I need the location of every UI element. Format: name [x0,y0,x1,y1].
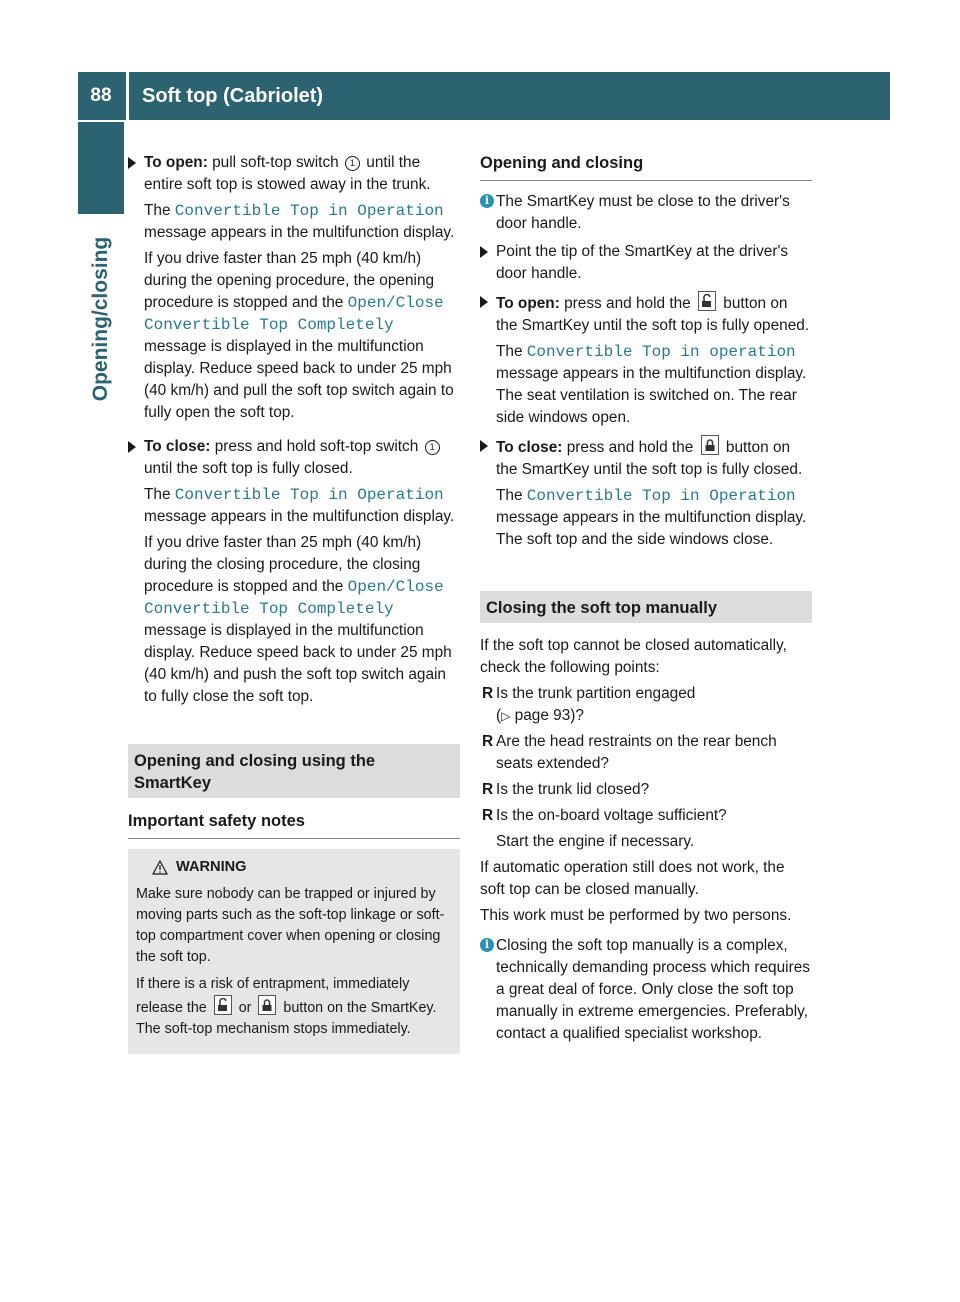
info-icon: i [480,194,494,208]
section-heading-smartkey: Opening and closing using the SmartKey [128,744,460,798]
step-to-close-switch [128,436,460,708]
step-arrow-icon [480,440,488,452]
page-title: Soft top (Cabriolet) [142,84,324,107]
page-ref-arrow-icon: ▷ [501,709,511,723]
list-item: R Is the trunk lid closed? [482,781,650,798]
switch-number-icon: 1 [345,156,360,171]
step-message: The Convertible Top in Operation message appears in the multifunction display. [144,202,455,241]
warning-box [128,849,460,1054]
side-tab [78,122,124,214]
info-icon: i [480,938,494,952]
section-label-text: Opening/closing [89,236,112,402]
lock-icon [701,435,719,455]
step-text: To open: pull soft-top switch 1 until the entire soft top is stowed away in the trunk. [144,154,431,193]
step-to-close-key: To close: press and hold the button on the SmartKey until the soft top is fully closed. The Convertible Top in Operation message appears in the multifunction display. The soft top and the side windows close. [480,435,812,551]
list-item: R Is the trunk partition engaged (▷ page 93)? [482,685,696,724]
warning-title: WARNING [152,857,452,878]
warning-text: Make sure nobody can be trapped or injured by moving parts such as the soft-top linkage or soft-top compartment cover when opening or closing the soft top. [136,886,445,965]
warning-text: If there is a risk of entrapment, immediately release the or button on the SmartKey. The soft-top mechanism stops immediately. [136,976,437,1037]
unlock-icon [698,291,716,311]
step-note: If you drive faster than 25 mph (40 km/h) during the closing procedure, the closing procedure is stopped and the Open/Close Convertible Top Completely message is displayed in the multifunction display. Reduce speed back to under 25 mph (40 km/h) and push the soft top switch again to fully close the soft top. [144,534,452,705]
subheading-opening-closing: Opening and closing [480,152,812,181]
step-to-open-switch [128,152,460,424]
step-message: The Convertible Top in Operation message appears in the multifunction display. [144,486,455,525]
manual-note: This work must be performed by two persons. [480,907,792,924]
right-column [480,152,812,1051]
step-arrow-icon [480,246,488,258]
manual-intro: If the soft top cannot be closed automatically, check the following points: [480,637,787,676]
page-number: 88 [90,85,112,106]
step-arrow-icon [128,441,136,453]
section-label [77,214,125,424]
list-item: R Are the head restraints on the rear bench seats extended? [482,733,777,772]
lock-icon [258,995,276,1015]
step-point-key: Point the tip of the SmartKey at the driver's door handle. [480,241,812,285]
info-note: i The SmartKey must be close to the driver's door handle. [480,191,812,235]
info-note: i Closing the soft top manually is a complex, technically demanding process which requires a great deal of force. Only close the soft top manually in extreme emergencies. Preferably, contact a qualified specialist workshop. [480,935,812,1045]
subheading-safety-notes: Important safety notes [128,810,460,839]
list-item: R Is the on-board voltage sufficient? Start the engine if necessary. [482,807,727,850]
step-text: To close: press and hold soft-top switch 1 until the soft top is fully closed. [144,436,460,480]
section-heading-manual: Closing the soft top manually [480,591,812,623]
unlock-icon [214,995,232,1015]
step-arrow-icon [128,157,136,169]
step-note: If you drive faster than 25 mph (40 km/h) during the opening procedure, the opening procedure is stopped and the Open/Close Convertible Top Completely message is displayed in the multifunction display. Reduce speed back to under 25 mph (40 km/h) and pull the soft top switch again to fully open the soft top. [144,250,454,421]
step-arrow-icon [480,296,488,308]
switch-number-icon: 1 [425,440,440,455]
header-divider [126,72,129,120]
left-column [128,152,460,1054]
manual-note: If automatic operation still does not work, the soft top can be closed manually. [480,859,785,898]
step-to-open-key: To open: press and hold the button on the SmartKey until the soft top is fully opened. The Convertible Top in operation message appears in the multifunction display. The seat ventilation is switched on. The rear side windows open. [480,291,812,429]
warning-triangle-icon [152,860,168,875]
